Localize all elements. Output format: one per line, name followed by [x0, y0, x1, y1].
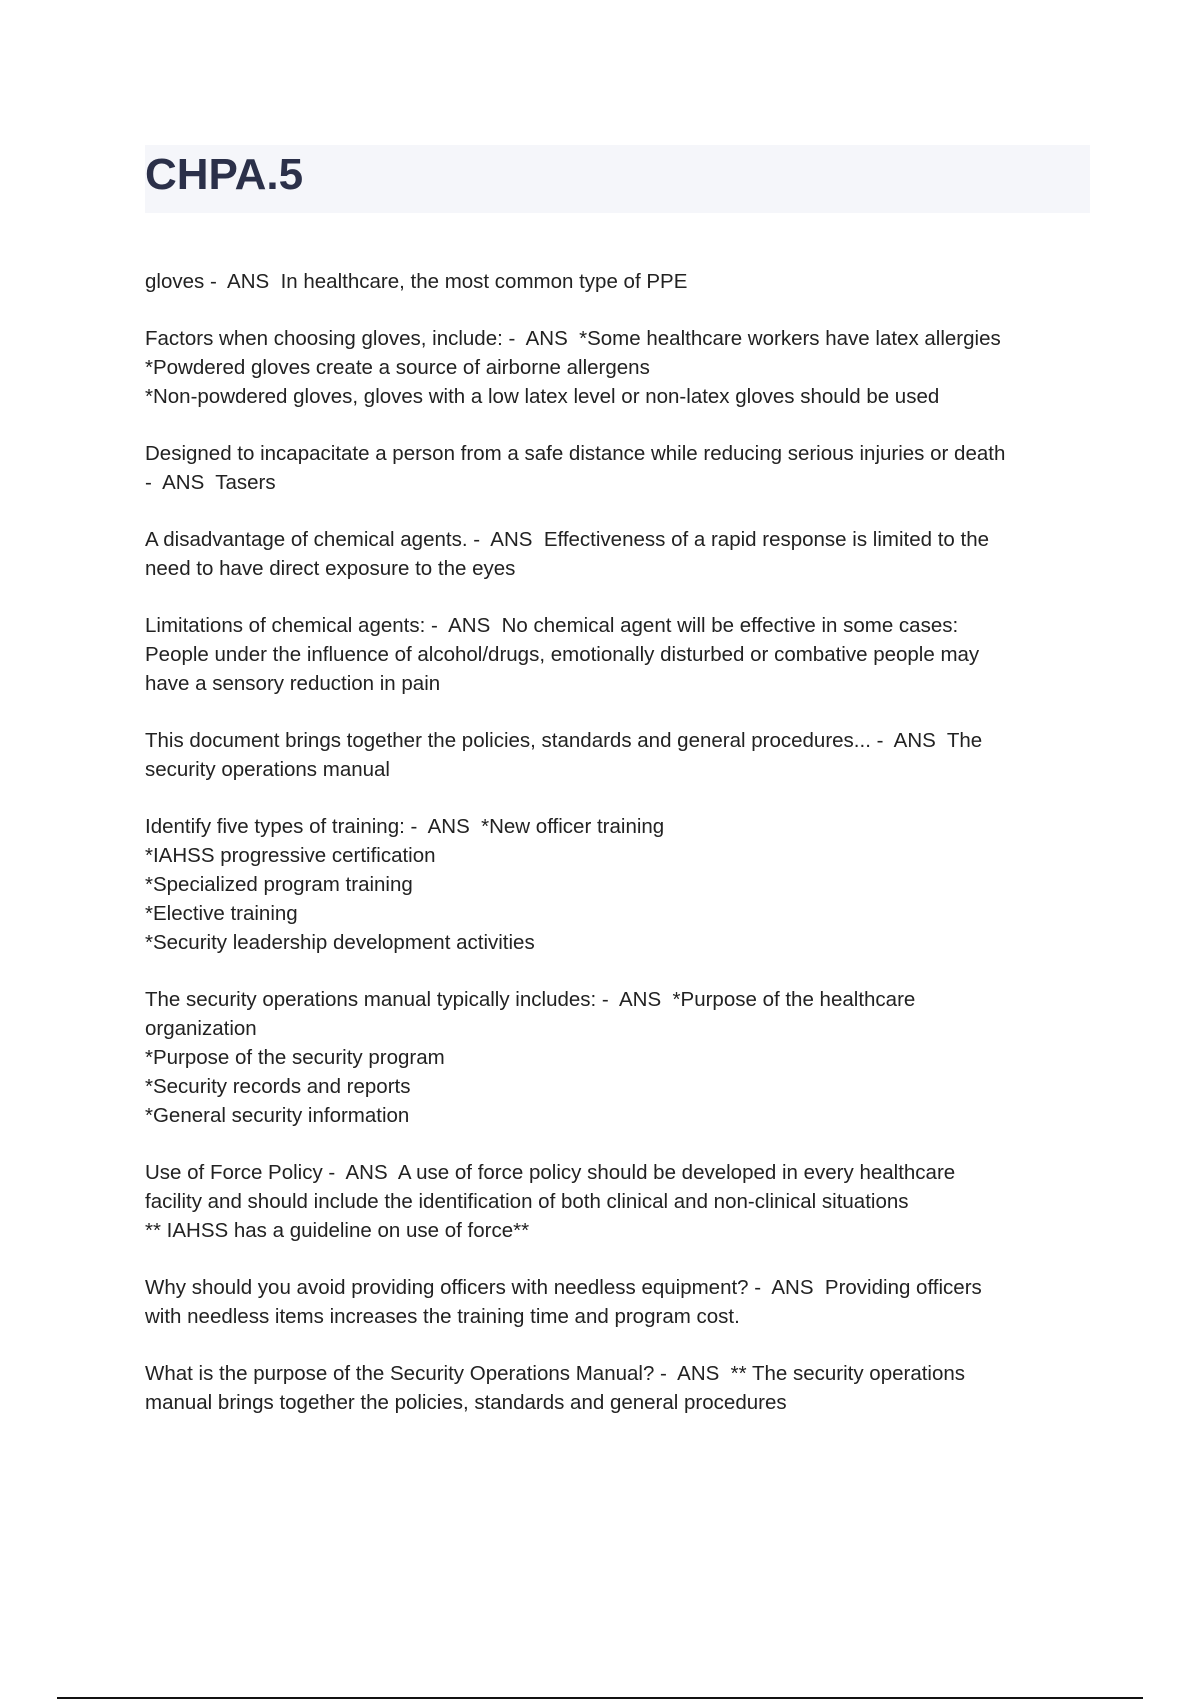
qa-answer-line: *Security leadership development activities — [145, 931, 535, 954]
qa-question-line: Use of Force Policy - ANS A use of force policy should be developed in every healthcare — [145, 1161, 956, 1184]
qa-question-line: Designed to incapacitate a person from a safe distance while reducing serious injuries or death — [145, 442, 1006, 465]
qa-question-line: gloves - ANS In healthcare, the most common type of PPE — [145, 270, 688, 293]
qa-answer-line: facility and should include the identification of both clinical and non-clinical situations — [145, 1190, 909, 1213]
qa-entry — [145, 985, 1095, 1130]
qa-answer-line: need to have direct exposure to the eyes — [145, 557, 516, 580]
qa-answer-line: *General security information — [145, 1104, 410, 1127]
qa-answer-line: organization — [145, 1017, 257, 1040]
qa-answer-line: *Powdered gloves create a source of airborne allergens — [145, 356, 650, 379]
qa-answer-line: *Security records and reports — [145, 1075, 411, 1098]
qa-question-line: A disadvantage of chemical agents. - ANS Effectiveness of a rapid response is limited to the — [145, 528, 990, 551]
qa-question-line: Limitations of chemical agents: - ANS No chemical agent will be effective in some cases: — [145, 614, 959, 637]
qa-question-line: The security operations manual typically includes: - ANS *Purpose of the healthcare — [145, 988, 916, 1011]
qa-answer-line: ** IAHSS has a guideline on use of force** — [145, 1219, 530, 1242]
qa-entry — [145, 525, 1095, 583]
qa-answer-line: have a sensory reduction in pain — [145, 672, 441, 695]
qa-entry — [145, 726, 1095, 784]
qa-question-line: Factors when choosing gloves, include: - ANS *Some healthcare workers have latex allergies — [145, 327, 1001, 350]
title-band — [145, 145, 1090, 213]
qa-answer-line: *IAHSS progressive certification — [145, 844, 436, 867]
qa-answer-line: security operations manual — [145, 758, 390, 781]
qa-entry — [145, 1158, 1095, 1245]
qa-entry — [145, 812, 1095, 957]
qa-answer-line: - ANS Tasers — [145, 471, 276, 494]
qa-answer-line: *Specialized program training — [145, 873, 413, 896]
qa-question-line: What is the purpose of the Security Operations Manual? - ANS ** The security operations — [145, 1362, 966, 1385]
qa-entry — [145, 611, 1095, 698]
qa-question-line: This document brings together the policies, standards and general procedures... - ANS The — [145, 729, 983, 752]
qa-answer-line: People under the influence of alcohol/drugs, emotionally disturbed or combative people may — [145, 643, 980, 666]
qa-entry — [145, 324, 1095, 411]
qa-answer-line: *Non-powdered gloves, gloves with a low latex level or non-latex gloves should be used — [145, 385, 940, 408]
qa-entry — [145, 439, 1095, 497]
qa-entry — [145, 1359, 1095, 1417]
qa-answer-line: *Elective training — [145, 902, 298, 925]
qa-question-line: Why should you avoid providing officers with needless equipment? - ANS Providing officers — [145, 1276, 982, 1299]
qa-answer-line: manual brings together the policies, standards and general procedures — [145, 1391, 787, 1414]
qa-answer-line: with needless items increases the training time and program cost. — [145, 1305, 740, 1328]
qa-question-line: Identify five types of training: - ANS *New officer training — [145, 815, 665, 838]
qa-entry — [145, 1273, 1095, 1331]
footer-divider — [57, 1697, 1143, 1699]
qa-list — [145, 267, 1095, 1445]
document-title: CHPA.5 — [145, 150, 304, 199]
qa-answer-line: *Purpose of the security program — [145, 1046, 445, 1069]
qa-entry — [145, 267, 1095, 296]
